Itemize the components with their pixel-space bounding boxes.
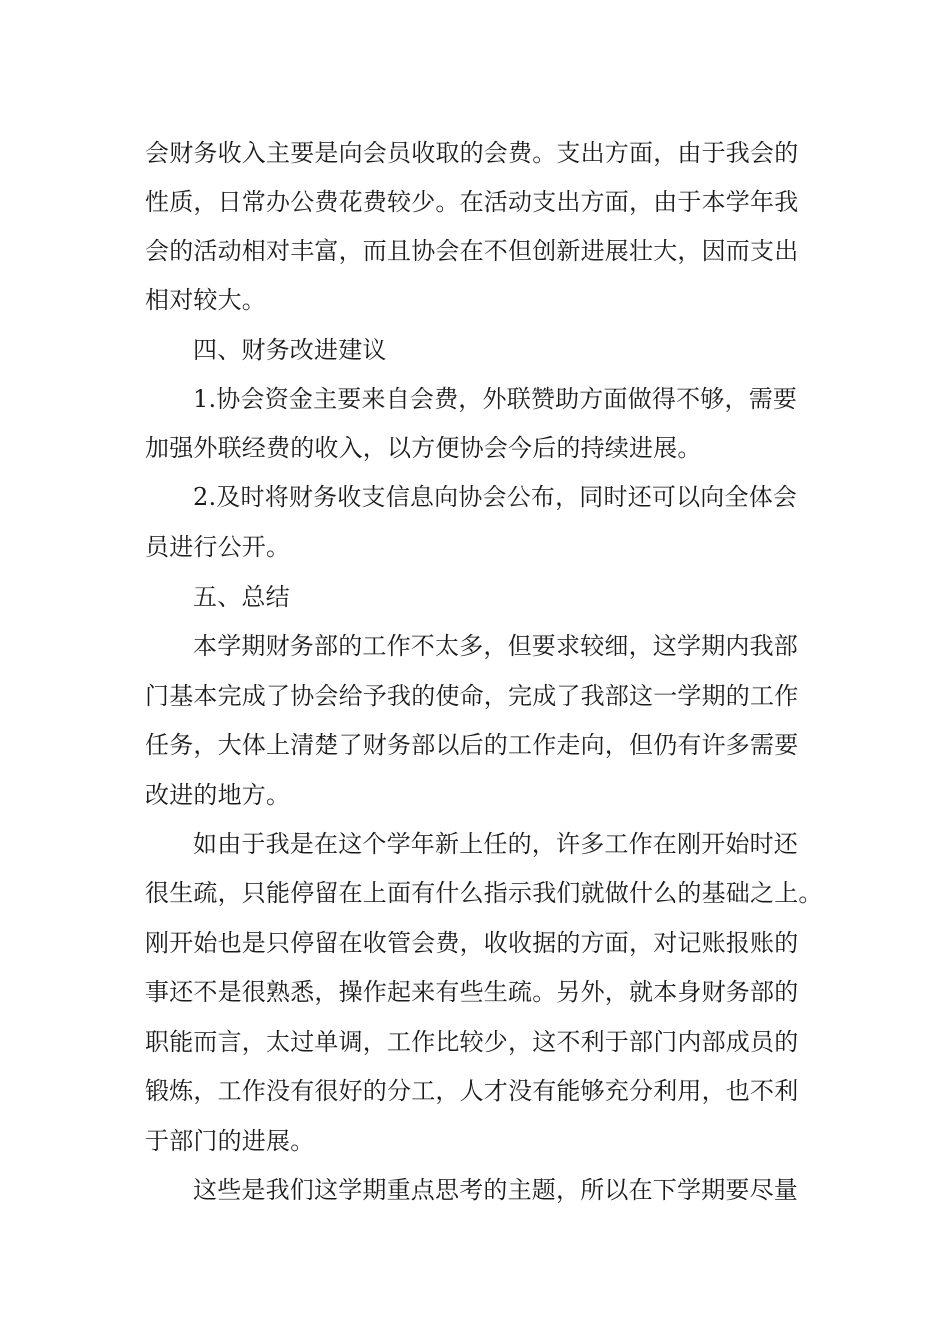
summary-line-4: 改进的地方。 [145,781,291,809]
section-heading-summary: 五、总结 [193,583,290,611]
paragraph-line-2: 性质，日常办公费花费较少。在活动支出方面，由于本学年我 [145,188,799,216]
suggestion-item-1: 1.协会资金主要来自会费，外联赞助方面做得不够，需要 [193,385,798,413]
paragraph-line-4: 相对较大。 [145,286,266,314]
paragraph-line-3: 会的活动相对丰富，而且协会在不但创新进展壮大，因而支出 [145,237,799,265]
summary-line-2: 门基本完成了协会给予我的使命，完成了我部这一学期的工作 [145,682,799,710]
suggestion-item-2-cont: 员进行公开。 [145,533,291,561]
reflection-line-3: 刚开始也是只停留在收管会费，收收据的方面，对记账报账的 [145,929,799,957]
summary-line-1: 本学期财务部的工作不太多，但要求较细，这学期内我部 [193,632,798,660]
reflection-line-7: 于部门的进展。 [145,1127,315,1155]
reflection-line-5: 职能而言，太过单调，工作比较少，这不利于部门内部成员的 [145,1028,799,1056]
suggestion-item-2: 2.及时将财务收支信息向协会公布，同时还可以向全体会 [193,483,798,511]
reflection-line-4: 事还不是很熟悉，操作起来有些生疏。另外，就本身财务部的 [145,978,799,1006]
suggestion-item-1-cont: 加强外联经费的收入，以方便协会今后的持续进展。 [145,434,702,462]
reflection-line-6: 锻炼，工作没有很好的分工，人才没有能够充分利用，也不利 [145,1077,799,1105]
reflection-line-2: 很生疏，只能停留在上面有什么指示我们就做什么的基础之上。 [145,879,823,907]
closing-line-1: 这些是我们这学期重点思考的主题，所以在下学期要尽量 [193,1176,798,1204]
reflection-line-1: 如由于我是在这个学年新上任的，许多工作在刚开始时还 [193,830,798,858]
paragraph-line-1: 会财务收入主要是向会员收取的会费。支出方面，由于我会的 [145,139,799,167]
summary-line-3: 任务，大体上清楚了财务部以后的工作走向，但仍有许多需要 [145,731,799,759]
section-heading-suggestions: 四、财务改进建议 [193,336,387,364]
